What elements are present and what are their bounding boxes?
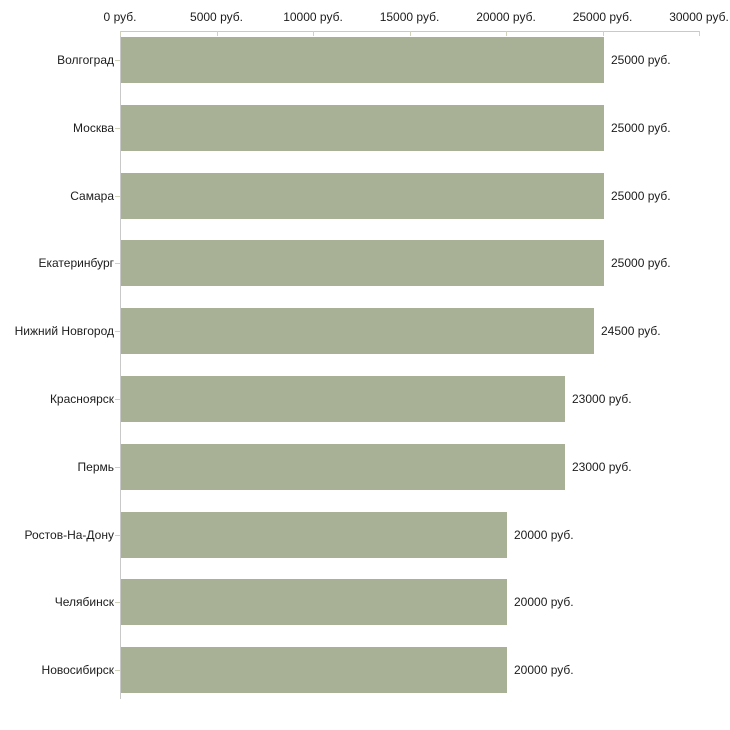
bar xyxy=(121,579,507,625)
x-axis-tick xyxy=(506,31,507,36)
value-label: 23000 руб. xyxy=(572,459,632,474)
category-label: Екатеринбург xyxy=(38,256,114,271)
value-label: 25000 руб. xyxy=(611,256,671,271)
bar xyxy=(121,173,604,219)
category-label: Новосибирск xyxy=(41,663,114,678)
y-axis-tick xyxy=(115,399,120,400)
y-axis-tick xyxy=(115,331,120,332)
y-axis-tick xyxy=(115,60,120,61)
category-label: Пермь xyxy=(77,459,114,474)
x-axis-tick-label: 10000 руб. xyxy=(283,10,343,24)
category-label: Волгоград xyxy=(57,53,114,67)
value-label: 20000 руб. xyxy=(514,595,574,610)
bar xyxy=(121,376,565,422)
y-axis-tick xyxy=(115,670,120,671)
x-axis-tick-label: 15000 руб. xyxy=(379,10,440,24)
x-axis-tick xyxy=(217,31,218,36)
value-label: 20000 руб. xyxy=(514,663,574,678)
bar xyxy=(121,105,604,151)
y-axis-tick xyxy=(115,128,120,129)
x-axis-tick xyxy=(699,31,700,36)
x-axis-tick xyxy=(603,31,604,36)
bar xyxy=(121,240,604,286)
value-label: 25000 руб. xyxy=(611,188,671,203)
y-axis-tick xyxy=(115,263,120,264)
y-axis-tick xyxy=(115,196,120,197)
value-label: 23000 руб. xyxy=(572,392,632,406)
x-axis-tick xyxy=(313,31,314,36)
x-axis-tick-label: 5000 руб. xyxy=(190,10,243,24)
value-label: 24500 руб. xyxy=(601,324,661,339)
value-label: 25000 руб. xyxy=(611,53,671,67)
x-axis-tick-label: 30000 руб. xyxy=(669,10,729,24)
value-label: 25000 руб. xyxy=(611,120,671,135)
bar xyxy=(121,444,565,490)
category-label: Самара xyxy=(70,188,114,203)
y-axis-tick xyxy=(115,535,120,536)
y-axis-tick xyxy=(115,602,120,603)
category-label: Нижний Новгород xyxy=(14,324,114,339)
x-axis-tick xyxy=(120,31,121,36)
y-axis-tick xyxy=(115,467,120,468)
bar xyxy=(121,647,507,693)
x-axis-tick xyxy=(410,31,411,36)
bar xyxy=(121,37,604,83)
category-label: Красноярск xyxy=(49,392,114,406)
bar xyxy=(121,512,507,558)
bar xyxy=(121,308,594,354)
category-label: Ростов-На-Дону xyxy=(24,527,114,542)
value-label: 20000 руб. xyxy=(514,527,574,542)
x-axis-tick-label: 20000 руб. xyxy=(476,10,536,24)
x-axis-tick-label: 0 руб. xyxy=(103,10,137,24)
category-label: Челябинск xyxy=(54,595,114,610)
category-label: Москва xyxy=(73,120,114,135)
x-axis-tick-label: 25000 руб. xyxy=(572,10,633,24)
